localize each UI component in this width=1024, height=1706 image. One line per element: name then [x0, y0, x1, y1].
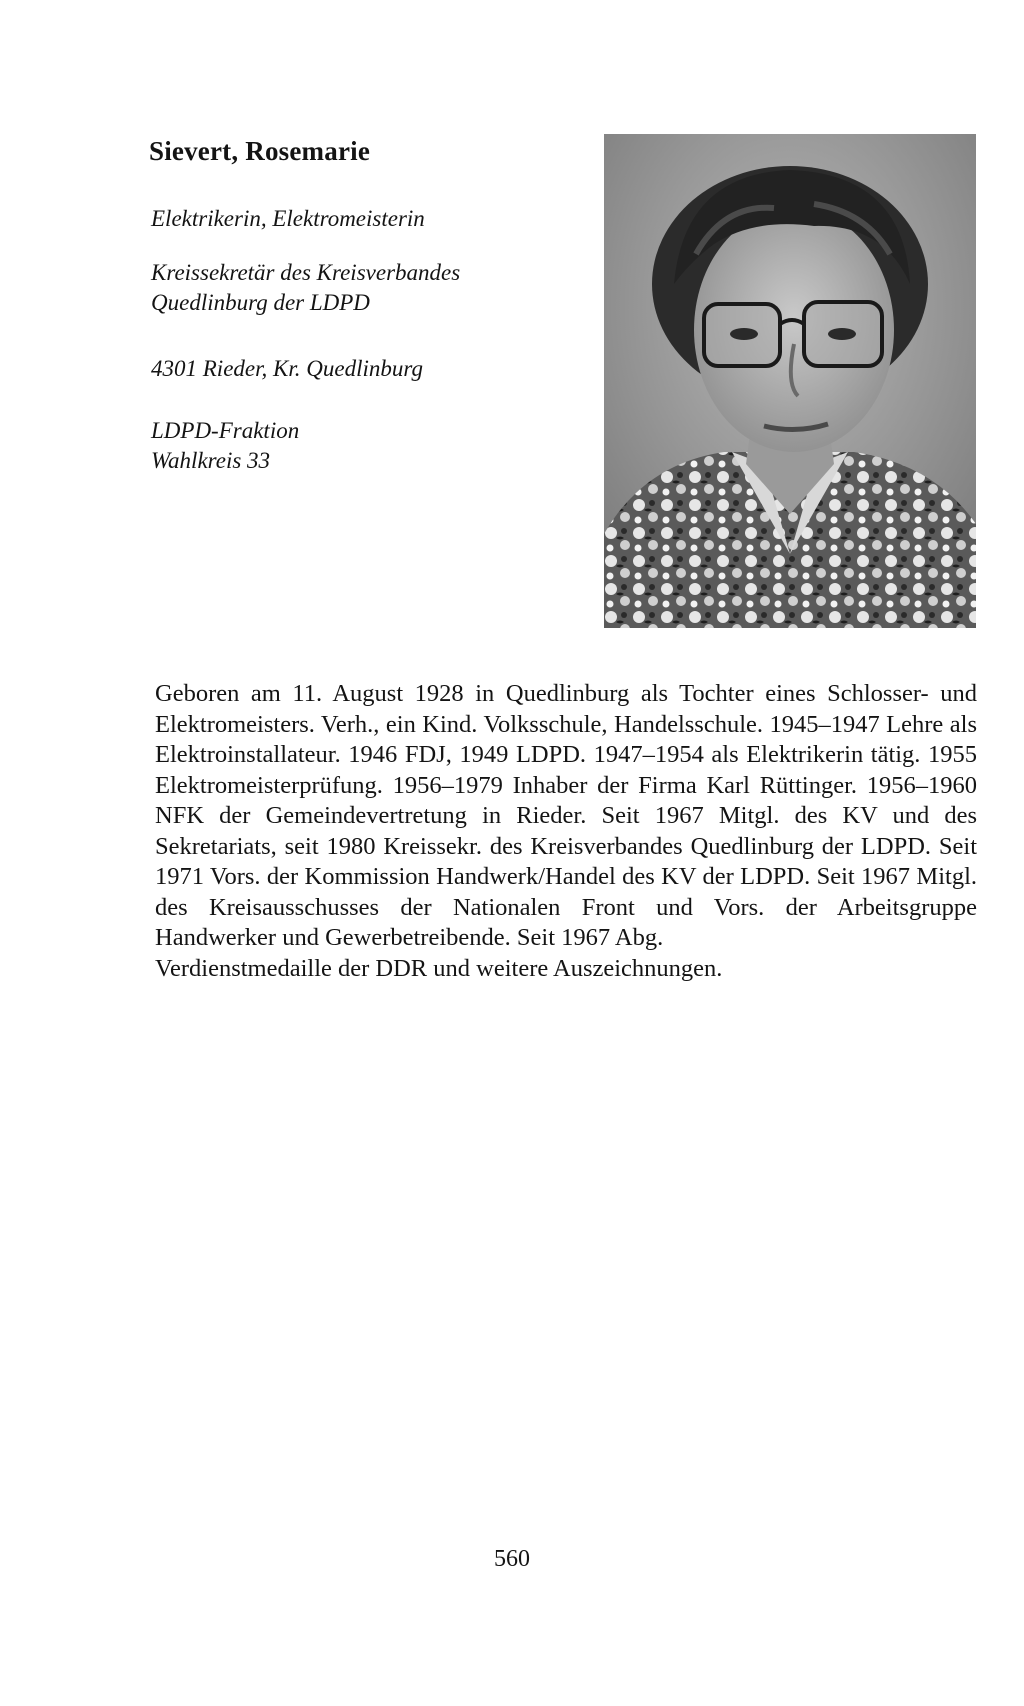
- party-position-line-2: Quedlinburg der LDPD: [151, 290, 370, 315]
- biography: [155, 679, 977, 984]
- page-number: 560: [494, 1546, 530, 1572]
- party-position-line-1: Kreissekretär des Kreisverbandes: [151, 260, 461, 285]
- biography-text: Geboren am 11. August 1928 in Quedlinburg als Tochter eines Schlosser- und Elektromeisters. Verh., ein Kind. Volksschule, Handelsschule. 1945–1947 Lehre als Elektroinstallateur. 1946 FDJ, 1949 LDPD. 1947–1954 als Elektrikerin tätig. 1955 Elektromeisterprüfung. 1956–1979 Inhaber der Firma Karl Rüttinger. 1956–1960 NFK der Gemeindevertretung in Rieder. Seit 1967 Mitgl. des KV und des Sekretariats, seit 1980 Kreissekr. des Kreisverbandes Quedlinburg der LDPD. Seit 1971 Vors. der Kommission Handwerk/Handel des KV der LDPD. Seit 1967 Mitgl. des Kreisausschusses der Nationalen Front und Vors. der Arbeitsgruppe Handwerker und Gewerbetreibende. Seit 1967 Abg.: [155, 680, 977, 951]
- constituency: Wahlkreis 33: [151, 448, 271, 473]
- awards: Verdienstmedaille der DDR und weitere Auszeichnungen.: [155, 954, 723, 982]
- portrait-illustration: [604, 134, 976, 628]
- fraction-info: [151, 416, 299, 476]
- address: 4301 Rieder, Kr. Quedlinburg: [151, 356, 423, 381]
- person-name: Sievert, Rosemarie: [149, 136, 371, 166]
- profession: Elektrikerin, Elektromeisterin: [151, 206, 425, 231]
- parliamentary-fraction: LDPD-Fraktion: [151, 418, 300, 443]
- party-position: [151, 258, 460, 318]
- portrait-photo: [604, 134, 976, 628]
